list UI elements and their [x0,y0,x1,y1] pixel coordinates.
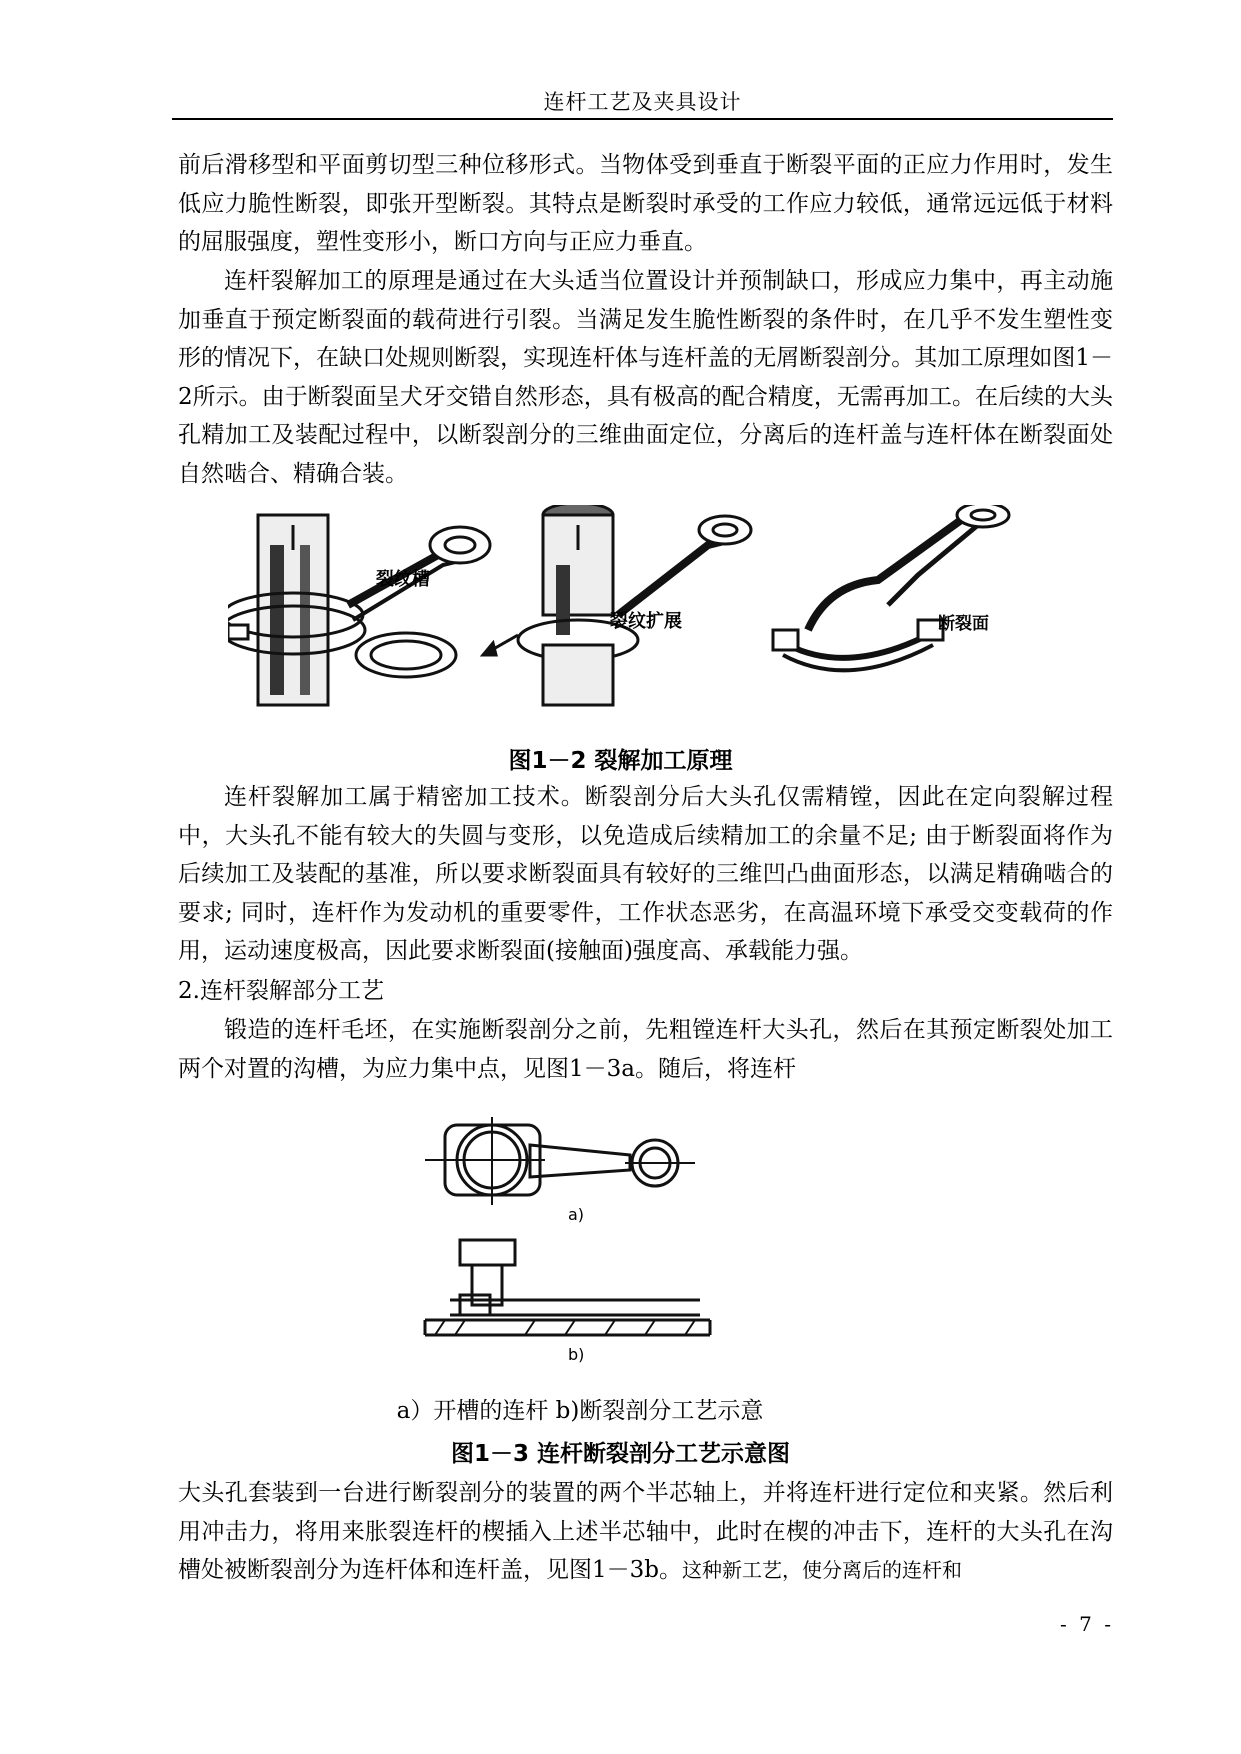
figure-1-3-caption: 图1－3 连杆断裂剖分工艺示意图 [450,1441,790,1467]
figure-1-2-caption: 图1－2 裂解加工原理 [508,748,733,774]
diagram-fracture-fixture [425,1240,710,1335]
figure-1-3-subcaption: a）开槽的连杆 b)断裂剖分工艺示意 [396,1398,764,1424]
label-a: a) [568,1205,585,1224]
paragraph-continuation-small: 这种新工艺，使分离后的连杆和 [682,1558,962,1582]
paragraph-forging-process: 锻造的连杆毛坯，在实施断裂剖分之前，先粗镗连杆大头孔，然后在其预定断裂处加工两个对置的沟槽，为应力集中点，见图1－3a。随后，将连杆 [178,1017,1113,1082]
paragraph-precision-requirements: 连杆裂解加工属于精密加工技术。断裂剖分后大头孔仅需精镗，因此在定向裂解过程中，大头孔不能有较大的失圆与变形，以免造成后续精加工的余量不足; 由于断裂面将作为后续加工及装配的基准，所以要求断裂面具有较好的三维凹凸曲面形态，以满足精确啮合的要求; 同时，连杆作为发动机的重要零件，工作状态恶劣，在高温环境下承受交变载荷的作用，运动速度极高，因此要求断裂面(接触面)强度高、承载能力强。 [178,784,1113,964]
panel-fracture-surface [773,505,1009,670]
figure-cracking-principle [228,505,1038,715]
section-heading: 2.连杆裂解部分工艺 [178,978,384,1004]
panel-notch-stage [228,515,490,705]
label-crack-groove: 裂纹槽 [376,569,430,590]
paragraph-fracture-fixture-text: 大头孔套装到一台进行断裂剖分的装置的两个半芯轴上，并将连杆进行定位和夹紧。然后利用冲击力，将用来胀裂连杆的楔插入上述半芯轴中，此时在楔的冲击下，连杆的大头孔在沟槽处被断裂剖分为连杆体和连杆盖，见图1－3b。 [178,1480,1113,1583]
paragraph-fracture-fixture [178,1474,1113,1590]
paragraph-cracking-principle: 连杆裂解加工的原理是通过在大头适当位置设计并预制缺口，形成应力集中，再主动施加垂直于预定断裂面的载荷进行引裂。当满足发生脆性断裂的条件时，在几乎不发生塑性变形的情况下，在缺口处规则断裂，实现连杆体与连杆盖的无屑断裂剖分。其加工原理如图1－2所示。由于断裂面呈犬牙交错自然形态，具有极高的配合精度，无需再加工。在后续的大头孔精加工及装配过程中，以断裂剖分的三维曲面定位，分离后的连杆盖与连杆体在断裂面处自然啮合、精确合装。 [178,268,1113,487]
paragraph-fracture-types: 前后滑移型和平面剪切型三种位移形式。当物体受到垂直于断裂平面的正应力作用时，发生低应力脆性断裂，即张开型断裂。其特点是断裂时承受的工作应力较低，通常远远低于材料的屈服强度，塑性变形小，断口方向与正应力垂直。 [178,152,1113,255]
diagram-notched-rod [425,1117,695,1205]
label-crack-propagation: 裂纹扩展 [610,611,682,632]
label-b: b) [568,1345,585,1364]
page-number: - 7 - [1060,1612,1114,1636]
panel-crack-propagation [483,505,751,705]
label-fracture-surface: 断裂面 [938,614,989,634]
running-header: 连杆工艺及夹具设计 [543,90,742,114]
header-rule [172,118,1113,120]
figure-fracture-process [420,1115,720,1375]
